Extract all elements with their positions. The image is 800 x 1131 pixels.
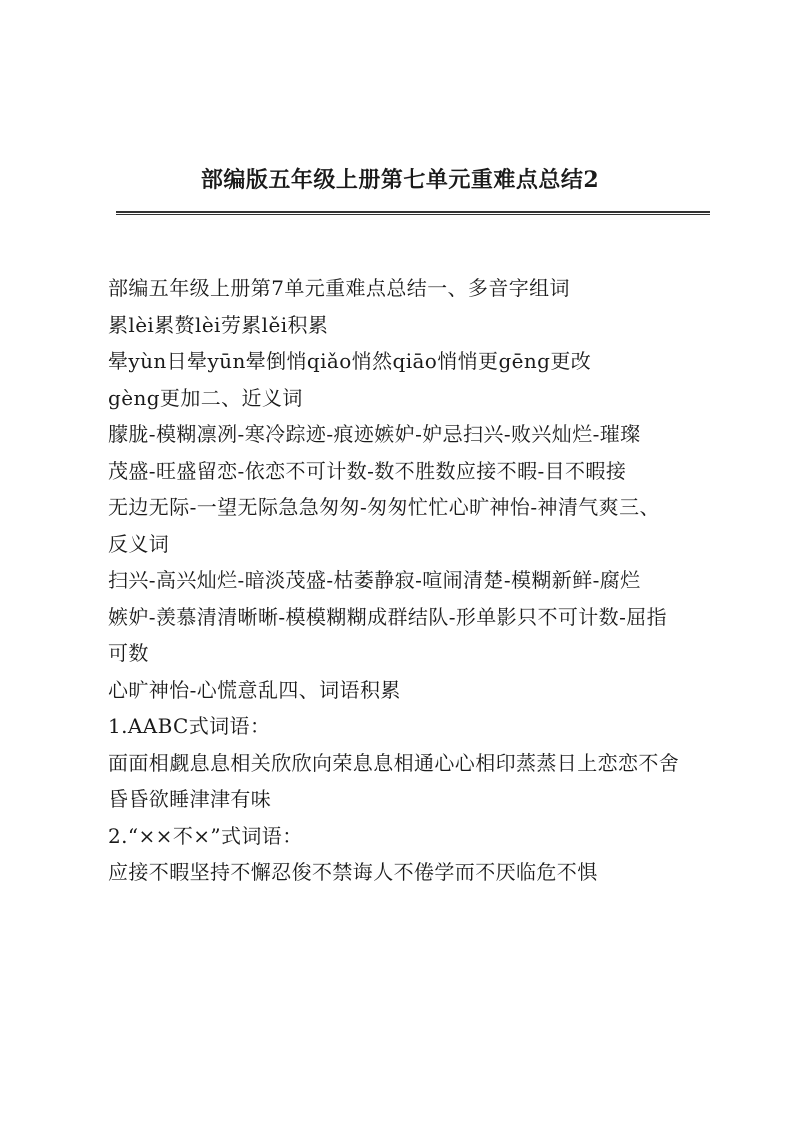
body-line-7: 无边无际-一望无际急急匆匆-匆匆忙忙心旷神怡-神清气爽三、 (108, 495, 660, 519)
body-line-10: 嫉妒-羡慕清清晰晰-模模糊糊成群结队-形单影只不可计数-屈指 (108, 604, 668, 629)
body-line-12: 心旷神怡-心慌意乱四、词语积累 (108, 677, 401, 702)
body-line-15: 昏昏欲睡津津有味 (108, 787, 272, 811)
body-line-3: 晕yùn日晕yūn晕倒悄qiǎo悄然qiāo悄悄更gēng更改 (108, 349, 592, 373)
body-line-11: 可数 (108, 641, 149, 665)
body-line-5: 朦胧-模糊凛冽-寒冷踪迹-痕迹嫉妒-妒忌扫兴-败兴灿烂-璀璨 (108, 422, 641, 446)
body-line-14: 面面相觑息息相关欣欣向荣息息相通心心相印蒸蒸日上恋恋不舍 (108, 750, 680, 775)
body-line-16: 2.“××不×”式词语： (108, 823, 303, 848)
body-line-2: 累lèi累赘lèi劳累lěi积累 (108, 312, 329, 337)
body-line-17: 应接不暇坚持不懈忍俊不禁诲人不倦学而不厌临危不惧 (108, 860, 598, 884)
body-line-4: gèng更加二、近义词 (108, 385, 303, 410)
title-divider (116, 211, 710, 215)
body-line-8: 反义词 (108, 531, 170, 556)
body-line-6: 茂盛-旺盛留恋-依恋不可计数-数不胜数应接不暇-目不暇接 (108, 458, 627, 483)
body-line-1: 部编五年级上册第7单元重难点总结一、多音字组词 (108, 276, 570, 300)
document-body (108, 270, 708, 891)
body-line-13: 1.AABC式词语： (108, 714, 271, 738)
document-title: 部编版五年级上册第七单元重难点总结2 (200, 167, 600, 193)
body-line-9: 扫兴-高兴灿烂-暗淡茂盛-枯萎静寂-喧闹清楚-模糊新鲜-腐烂 (108, 568, 641, 592)
